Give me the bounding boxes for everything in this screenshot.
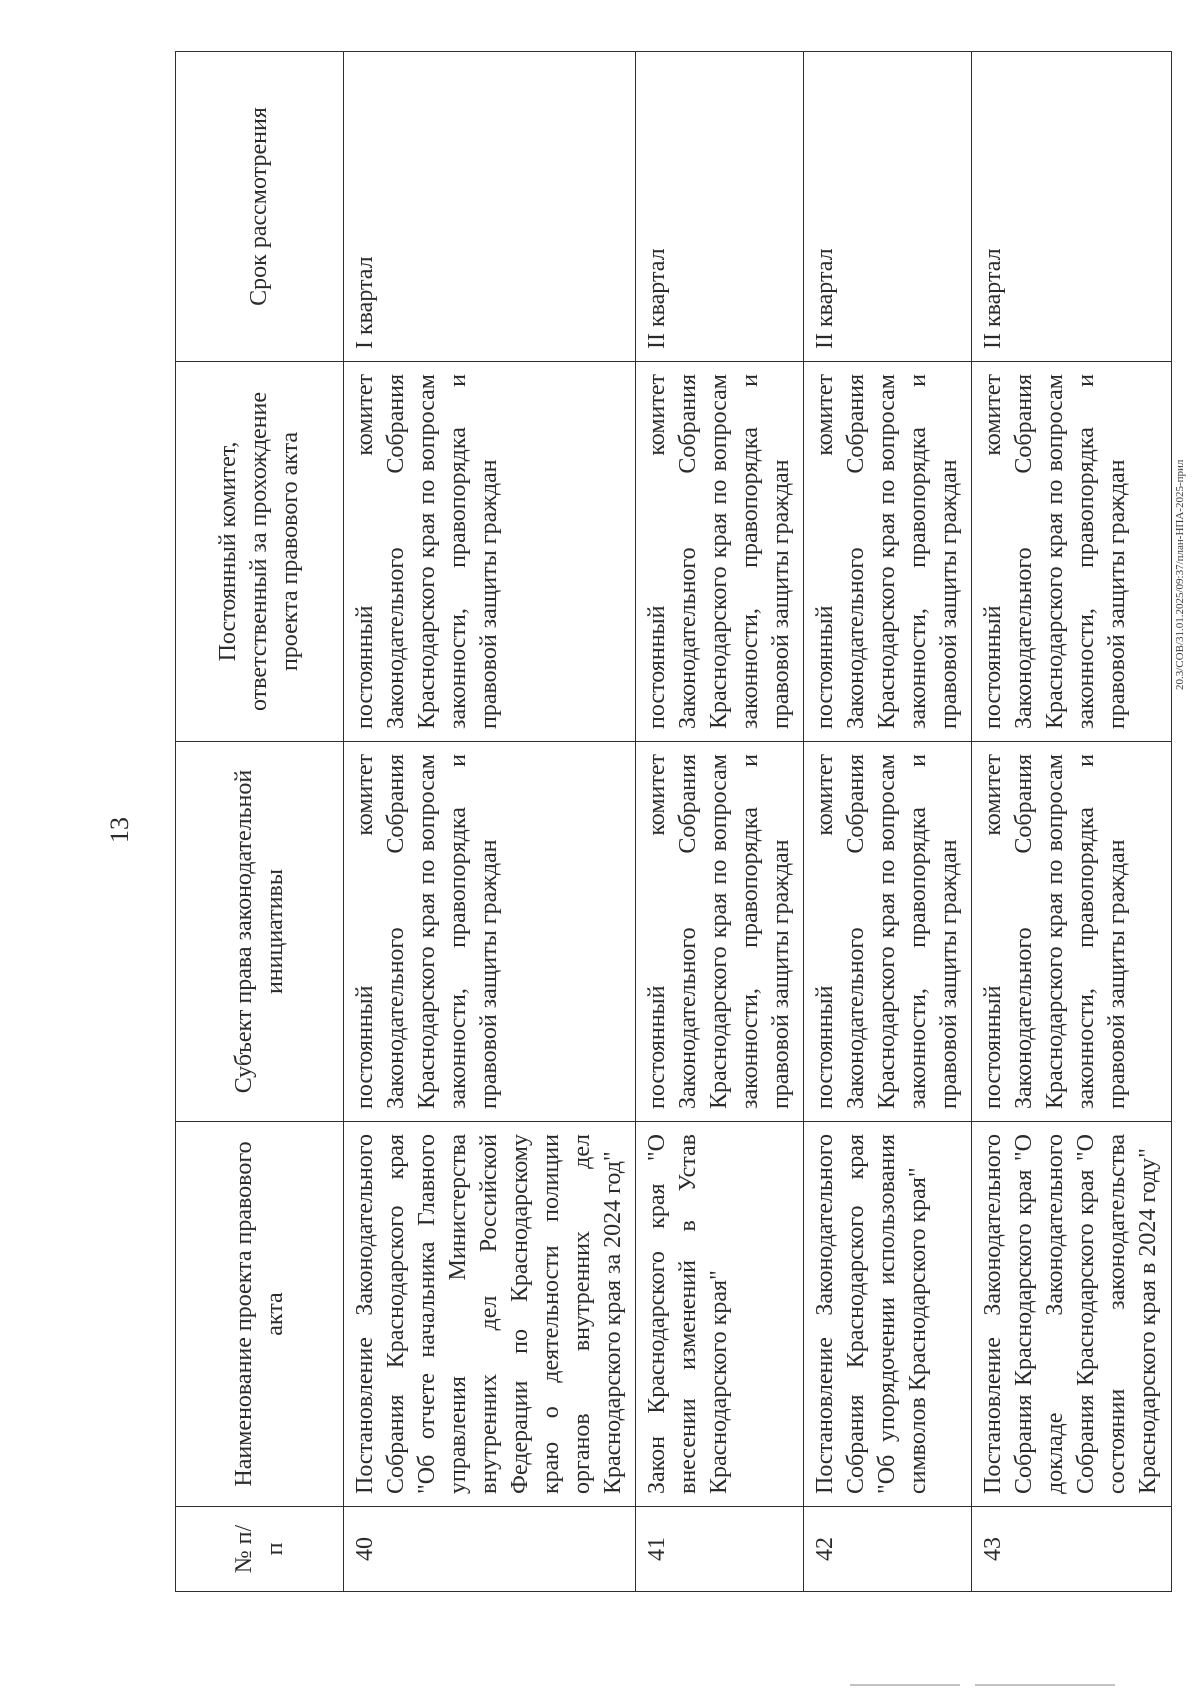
row-responsible-committee: постоянный комитет Законодательного Собрания Краснодарского края по вопросам законности, правопорядка и правовой защиты граждан [972, 362, 1172, 742]
row-review-term: II квартал [972, 52, 1172, 362]
table-row [972, 52, 1172, 1592]
row-responsible-committee: постоянный комитет Законодательного Собрания Краснодарского края по вопросам законности, правопорядка и правовой защиты граждан [804, 362, 972, 742]
header-act-name: Наименование проекта правового акта [176, 1122, 344, 1507]
row-act-name: Постановление Законодательного Собрания Краснодарского края "Об упорядочении использования символов Краснодарского края" [804, 1122, 972, 1507]
row-number: 43 [972, 1507, 1172, 1592]
row-responsible-committee: постоянный комитет Законодательного Собрания Краснодарского края по вопросам законности, правопорядка и правовой защиты граждан [636, 362, 804, 742]
rotated-table-wrapper [175, 52, 1161, 1592]
table-row [344, 52, 636, 1592]
scan-smudge [975, 1684, 1115, 1686]
row-initiative-subject: постоянный комитет Законодательного Собрания Краснодарского края по вопросам законности, правопорядка и правовой защиты граждан [636, 742, 804, 1122]
row-initiative-subject: постоянный комитет Законодательного Собрания Краснодарского края по вопросам законности, правопорядка и правовой защиты граждан [972, 742, 1172, 1122]
header-responsible-committee: Постоянный комитет, ответственный за прохождение проекта правового акта [176, 362, 344, 742]
scan-smudge [850, 1684, 960, 1686]
row-review-term: II квартал [804, 52, 972, 362]
row-number: 40 [344, 1507, 636, 1592]
page-number: 13 [105, 817, 134, 843]
table-row [804, 52, 972, 1592]
legislative-plan-table [175, 51, 1172, 1592]
row-act-name: Закон Краснодарского края "О внесении изменений в Устав Краснодарского края" [636, 1122, 804, 1507]
row-review-term: II квартал [636, 52, 804, 362]
table-row [636, 52, 804, 1592]
header-review-term: Срок рассмотрения [176, 52, 344, 362]
table-header-row [176, 52, 344, 1592]
document-stamp: 20.3/СОВ/31.01.2025/09:37/план-НПА-2025-прил [1174, 459, 1186, 690]
row-review-term: I квартал [344, 52, 636, 362]
row-initiative-subject: постоянный комитет Законодательного Собрания Краснодарского края по вопросам законности, правопорядка и правовой защиты граждан [344, 742, 636, 1122]
row-act-name: Постановление Законодательного Собрания Краснодарского края "О докладе Законодательного Собрания Краснодарского края "О состоянии законодательства Краснодарского края в 2024 году" [972, 1122, 1172, 1507]
row-initiative-subject: постоянный комитет Законодательного Собрания Краснодарского края по вопросам законности, правопорядка и правовой защиты граждан [804, 742, 972, 1122]
row-responsible-committee: постоянный комитет Законодательного Собрания Краснодарского края по вопросам законности, правопорядка и правовой защиты граждан [344, 362, 636, 742]
header-initiative-subject: Субъект права законодательной инициативы [176, 742, 344, 1122]
row-number: 41 [636, 1507, 804, 1592]
row-act-name: Постановление Законодательного Собрания Краснодарского края "Об отчете начальника Главного управления Министерства внутренних дел Российской Федерации по Краснодарскому краю о деятельности полиции органов внутренних дел Краснодарского края за 2024 год" [344, 1122, 636, 1507]
header-number: № п/п [176, 1507, 344, 1592]
row-number: 42 [804, 1507, 972, 1592]
